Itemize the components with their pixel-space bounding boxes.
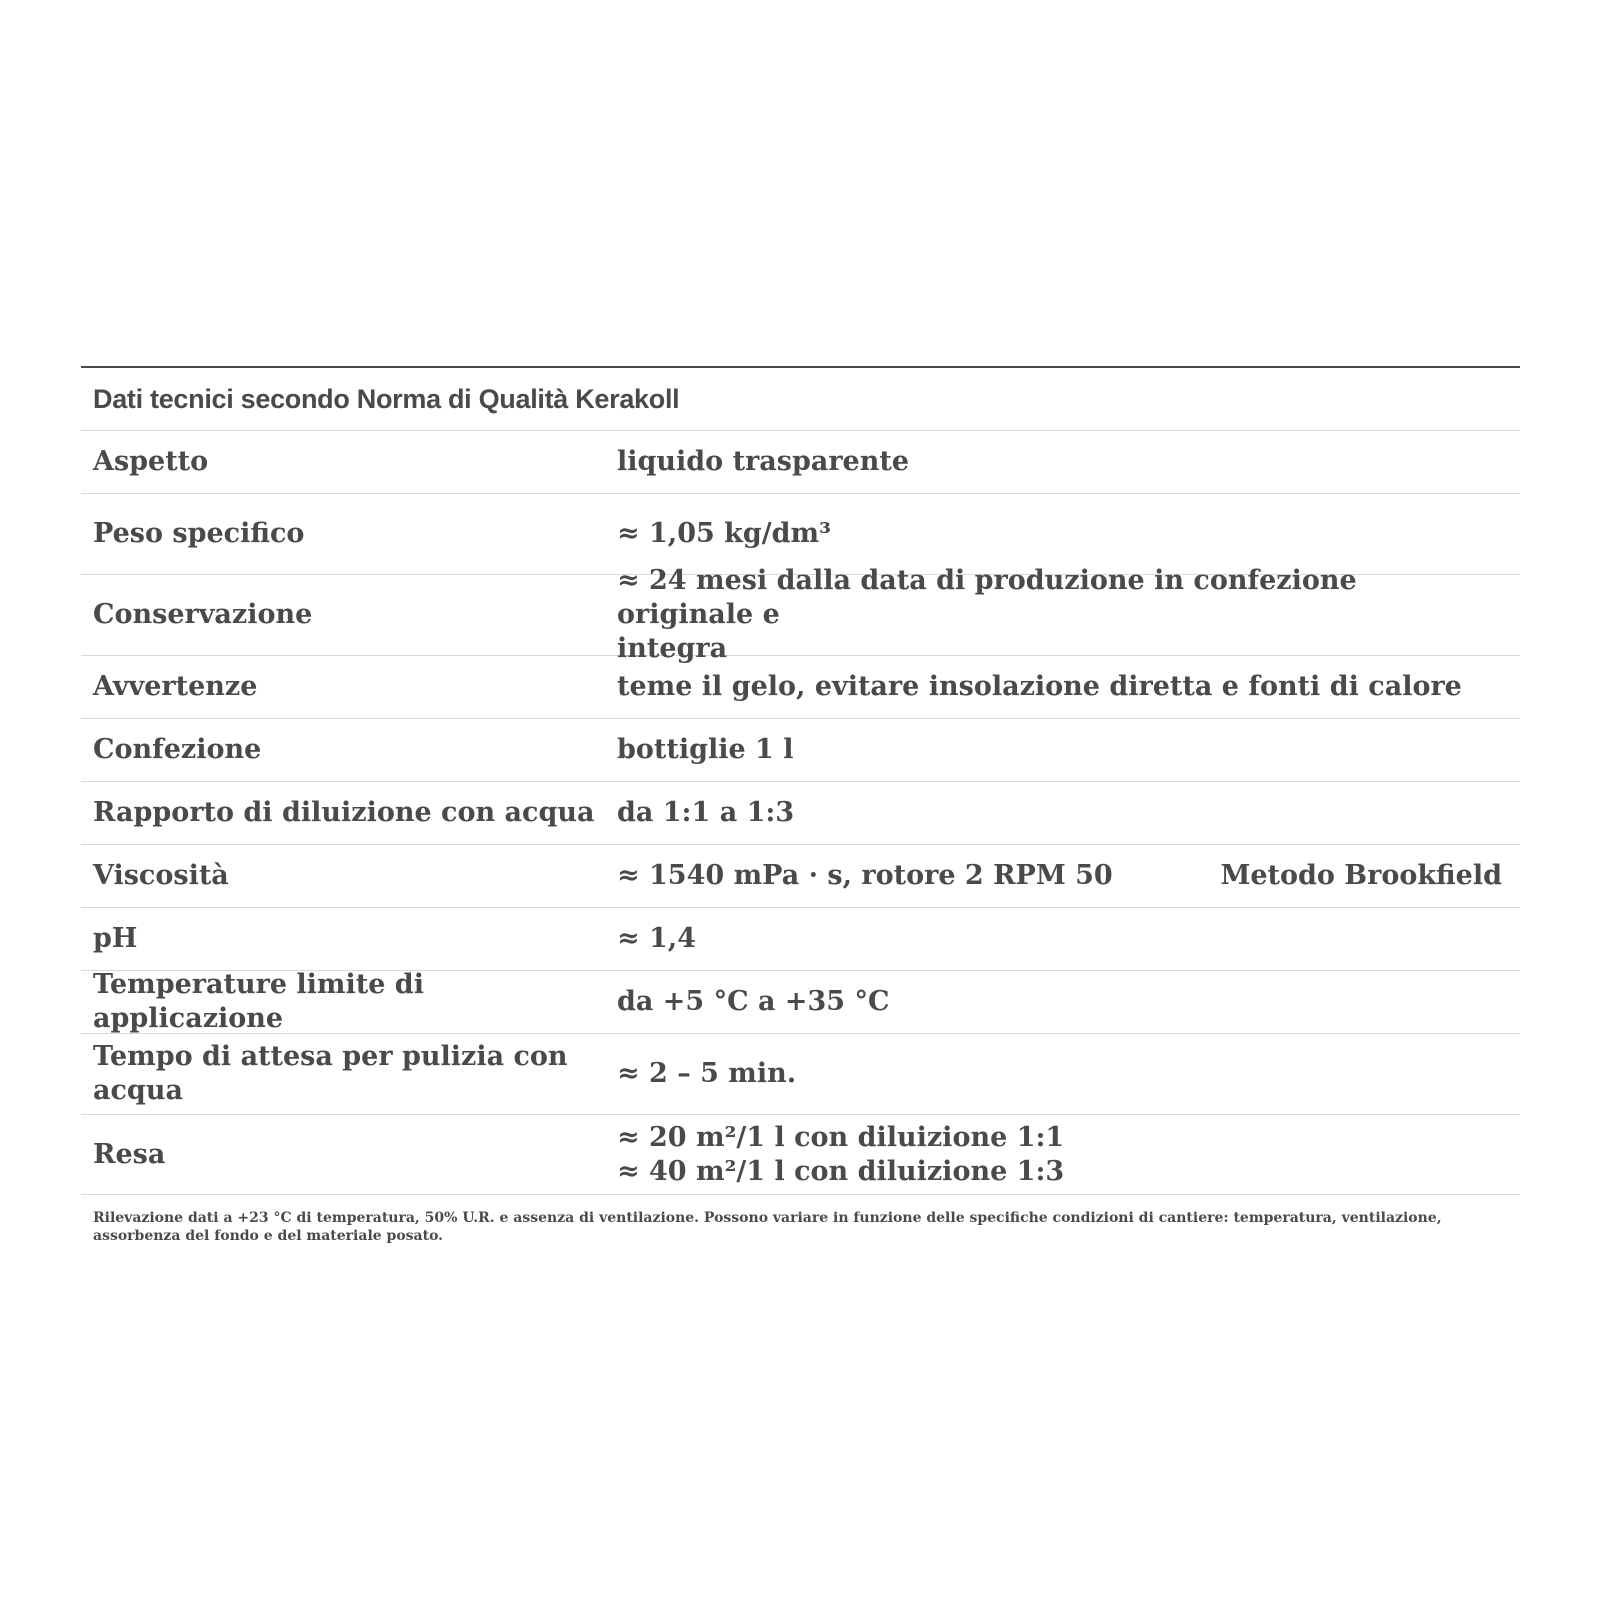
row-label: Resa (93, 1138, 166, 1170)
row-value-text: bottiglie 1 l (617, 734, 794, 765)
row-value-line-2: ≈ 40 m²/1 l con diluizione 1:3 (617, 1155, 1065, 1187)
row-value-text: da +5 °C a +35 °C (617, 986, 890, 1017)
row-value (617, 859, 1520, 893)
row-label: Avvertenze (93, 671, 258, 702)
row-value-line-1: ≈ 24 mesi dalla data di produzione in confezione originale e (617, 565, 1357, 630)
row-value-line-1: ≈ 20 m²/1 l con diluizione 1:1 (617, 1121, 1065, 1153)
row-method: Metodo Brookfield (1220, 860, 1502, 891)
row-value (617, 1057, 1520, 1091)
row-value-text: liquido trasparente (617, 446, 910, 477)
row-value (617, 985, 1520, 1019)
row-value (617, 670, 1520, 704)
table-row-tempo-attesa (81, 1034, 1520, 1115)
row-value-line-2: integra (617, 633, 728, 664)
row-value-text: teme il gelo, evitare insolazione diretta e fonti di calore (617, 671, 1462, 702)
row-value-text: ≈ 2 – 5 min. (617, 1058, 797, 1089)
row-value-text: ≈ 1,05 kg/dm³ (617, 518, 831, 549)
table-row-ph (81, 908, 1520, 971)
row-value (617, 1121, 1520, 1189)
row-label: pH (93, 923, 138, 954)
table-row-aspetto (81, 431, 1520, 494)
row-value (617, 517, 1520, 551)
row-value-text: da 1:1 a 1:3 (617, 797, 795, 828)
table-row-resa (81, 1115, 1520, 1195)
row-label: Temperature limite di applicazione (93, 969, 424, 1034)
row-label (81, 1040, 617, 1108)
table-row-temperature-limite (81, 971, 1520, 1034)
row-label: Confezione (93, 734, 262, 765)
row-value (617, 922, 1520, 956)
row-label: Rapporto di diluizione con acqua (93, 797, 595, 828)
technical-data-table (81, 366, 1520, 1245)
row-value (617, 796, 1520, 830)
table-row-rapporto-diluizione (81, 782, 1520, 845)
row-label: Peso specifico (93, 518, 305, 549)
row-label-line-2: acqua (93, 1075, 183, 1106)
row-label: Viscosità (93, 860, 229, 891)
table-row-conservazione (81, 565, 1520, 664)
table-row-confezione (81, 719, 1520, 782)
row-value (617, 445, 1520, 479)
footnote: Rilevazione dati a +23 °C di temperatura, 50% U.R. e assenza di ventilazione. Possono variare in funzione delle specifiche condizioni di cantiere: temperatura, ventilazione, assorbenza del fondo e del materiale posato. (93, 1210, 1442, 1244)
row-value-text: ≈ 1,4 (617, 923, 696, 954)
row-value-text: ≈ 1540 mPa · s, rotore 2 RPM 50 (617, 860, 1113, 891)
row-label: Conservazione (93, 599, 313, 630)
row-value (617, 733, 1520, 767)
row-label-line-1: Tempo di attesa per pulizia con (93, 1041, 568, 1072)
table-row-peso-specifico (81, 494, 1520, 575)
table-row-viscosita (81, 845, 1520, 908)
row-value (617, 564, 1520, 666)
table-title: Dati tecnici secondo Norma di Qualità Kerakoll (81, 368, 1520, 431)
row-label: Aspetto (93, 446, 209, 477)
